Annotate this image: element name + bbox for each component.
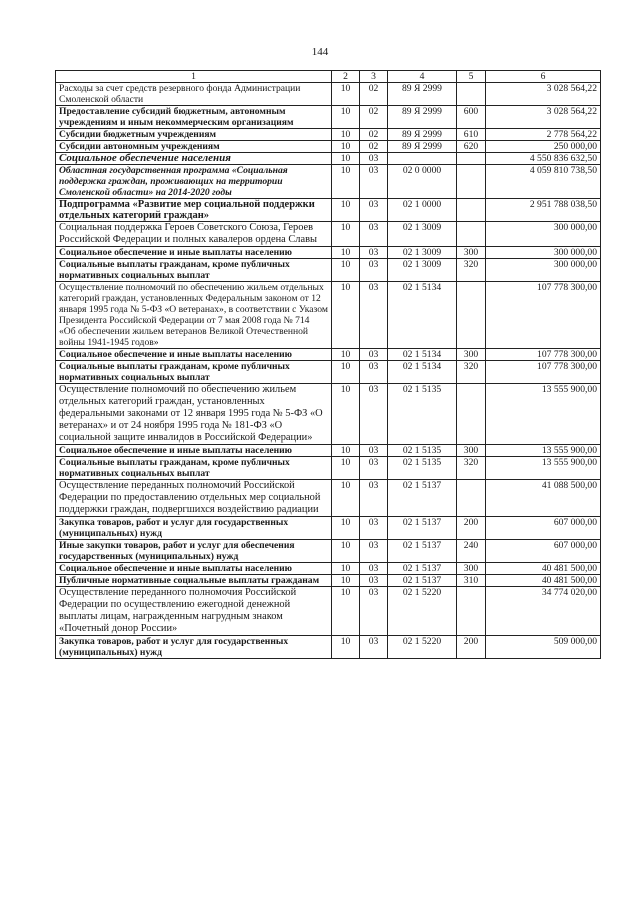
row-name-cell: Осуществление полномочий по обеспечению жильем отдельных категорий граждан, установленных федеральными законами от 12 января 1995 года № 5-ФЗ «О ветеранах» и от 24 ноября 1995 года № 181-ФЗ «О социальной защите инвалидов в Российской Федерации» [56,384,332,445]
expense-type-cell [457,480,486,517]
row-name-cell: Осуществление переданных полномочий Российской Федерации по предоставлению отдельных мер социальной поддержки граждан, подвергшихся воздействию радиации [56,480,332,517]
subsection-code-cell: 03 [360,575,388,587]
amount-cell: 13 555 900,00 [486,384,601,445]
table-row [56,563,601,575]
row-name-cell: Закупка товаров, работ и услуг для государственных (муниципальных) нужд [56,517,332,540]
amount-cell: 509 000,00 [486,636,601,659]
table-header-row [56,71,601,83]
subsection-code-cell: 03 [360,361,388,384]
row-name-cell: Социальное обеспечение и иные выплаты населению [56,563,332,575]
section-code-cell: 10 [332,563,360,575]
row-name-cell: Социальное обеспечение и иные выплаты населению [56,349,332,361]
table-row [56,153,601,165]
table-row [56,282,601,349]
expense-type-cell: 600 [457,106,486,129]
target-article-cell: 89 Я 2999 [388,141,457,153]
amount-cell: 40 481 500,00 [486,563,601,575]
row-name-cell: Подпрограмма «Развитие мер социальной поддержки отдельных категорий граждан» [56,199,332,222]
subsection-code-cell: 03 [360,445,388,457]
table-row [56,259,601,282]
expense-type-cell: 310 [457,575,486,587]
section-code-cell: 10 [332,129,360,141]
row-name-cell: Социальные выплаты гражданам, кроме публичных нормативных социальных выплат [56,457,332,480]
expense-type-cell: 240 [457,540,486,563]
amount-cell: 607 000,00 [486,517,601,540]
target-article-cell: 02 0 0000 [388,165,457,199]
target-article-cell: 02 1 3009 [388,247,457,259]
expense-type-cell [457,282,486,349]
row-name-cell: Социальная поддержка Героев Советского Союза, Героев Российской Федерации и полных кавалеров ордена Славы [56,222,332,247]
table-row [56,517,601,540]
amount-cell: 300 000,00 [486,222,601,247]
section-code-cell: 10 [332,361,360,384]
subsection-code-cell: 03 [360,349,388,361]
row-name-cell: Осуществление полномочий по обеспечению жильем отдельных категорий граждан, установленных Федеральным законом от 12 января 1995 года № 5-ФЗ «О ветеранах», в соответствии с Указом Президента Российской Федерации от 7 мая 2008 года № 714 «Об обеспечении жильем ветеранов Великой Отечественной войны 1941-1945 годов» [56,282,332,349]
expense-type-cell [457,83,486,106]
table-row [56,457,601,480]
section-code-cell: 10 [332,222,360,247]
target-article-cell: 02 1 5220 [388,587,457,636]
target-article-cell: 02 1 5134 [388,349,457,361]
target-article-cell: 02 1 3009 [388,259,457,282]
table-row [56,165,601,199]
target-article-cell: 89 Я 2999 [388,106,457,129]
target-article-cell: 02 1 5134 [388,282,457,349]
target-article-cell: 02 1 5137 [388,563,457,575]
row-name-cell: Областная государственная программа «Социальная поддержка граждан, проживающих на территории Смоленской области» на 2014-2020 годы [56,165,332,199]
target-article-cell: 02 1 5137 [388,480,457,517]
row-name-cell: Социальное обеспечение и иные выплаты населению [56,247,332,259]
subsection-code-cell: 03 [360,540,388,563]
row-name-cell: Субсидии бюджетным учреждениям [56,129,332,141]
amount-cell: 41 088 500,00 [486,480,601,517]
subsection-code-cell: 03 [360,384,388,445]
section-code-cell: 10 [332,457,360,480]
table-row [56,384,601,445]
expense-type-cell [457,153,486,165]
table-row [56,480,601,517]
expense-type-cell: 300 [457,247,486,259]
table-row [56,141,601,153]
row-name-cell: Субсидии автономным учреждениям [56,141,332,153]
row-name-cell: Социальное обеспечение и иные выплаты населению [56,445,332,457]
amount-cell: 250 000,00 [486,141,601,153]
table-row [56,129,601,141]
expense-type-cell: 320 [457,259,486,282]
section-code-cell: 10 [332,282,360,349]
expense-type-cell: 200 [457,517,486,540]
subsection-code-cell: 03 [360,259,388,282]
amount-cell: 300 000,00 [486,259,601,282]
column-header: 5 [457,71,486,83]
subsection-code-cell: 03 [360,199,388,222]
column-header: 3 [360,71,388,83]
target-article-cell: 02 1 5137 [388,540,457,563]
expense-type-cell: 620 [457,141,486,153]
expense-type-cell: 320 [457,457,486,480]
section-code-cell: 10 [332,480,360,517]
section-code-cell: 10 [332,153,360,165]
amount-cell: 13 555 900,00 [486,445,601,457]
section-code-cell: 10 [332,83,360,106]
amount-cell: 4 550 836 632,50 [486,153,601,165]
table-row [56,349,601,361]
subsection-code-cell: 03 [360,563,388,575]
expense-type-cell: 200 [457,636,486,659]
expense-type-cell: 300 [457,445,486,457]
amount-cell: 607 000,00 [486,540,601,563]
subsection-code-cell: 02 [360,129,388,141]
table-row [56,540,601,563]
expense-type-cell [457,222,486,247]
target-article-cell: 02 1 5135 [388,445,457,457]
row-name-cell: Предоставление субсидий бюджетным, автономным учреждениям и иным некоммерческим организациям [56,106,332,129]
expense-type-cell [457,587,486,636]
amount-cell: 4 059 810 738,50 [486,165,601,199]
expense-type-cell: 300 [457,563,486,575]
table-row [56,199,601,222]
subsection-code-cell: 03 [360,165,388,199]
section-code-cell: 10 [332,199,360,222]
subsection-code-cell: 02 [360,83,388,106]
subsection-code-cell: 03 [360,480,388,517]
row-name-cell: Закупка товаров, работ и услуг для государственных (муниципальных) нужд [56,636,332,659]
row-name-cell: Расходы за счет средств резервного фонда Администрации Смоленской области [56,83,332,106]
subsection-code-cell: 03 [360,517,388,540]
target-article-cell: 02 1 5137 [388,575,457,587]
target-article-cell: 89 Я 2999 [388,129,457,141]
amount-cell: 3 028 564,22 [486,106,601,129]
expense-type-cell: 300 [457,349,486,361]
table-row [56,361,601,384]
target-article-cell: 02 1 5134 [388,361,457,384]
expense-type-cell [457,165,486,199]
column-header: 2 [332,71,360,83]
section-code-cell: 10 [332,575,360,587]
section-code-cell: 10 [332,165,360,199]
column-header: 1 [56,71,332,83]
subsection-code-cell: 03 [360,222,388,247]
column-header: 6 [486,71,601,83]
table-row [56,445,601,457]
amount-cell: 107 778 300,00 [486,349,601,361]
section-code-cell: 10 [332,445,360,457]
row-name-cell: Осуществление переданного полномочия Российской Федерации по осуществлению ежегодной денежной выплаты лицам, награжденным нагрудным знаком «Почетный донор России» [56,587,332,636]
table-row [56,575,601,587]
table-row [56,106,601,129]
target-article-cell: 02 1 3009 [388,222,457,247]
table-row [56,83,601,106]
expense-type-cell: 610 [457,129,486,141]
table-row [56,587,601,636]
amount-cell: 3 028 564,22 [486,83,601,106]
section-code-cell: 10 [332,106,360,129]
target-article-cell: 02 1 5135 [388,457,457,480]
amount-cell: 300 000,00 [486,247,601,259]
row-name-cell: Социальное обеспечение населения [56,153,332,165]
amount-cell: 13 555 900,00 [486,457,601,480]
target-article-cell: 89 Я 2999 [388,83,457,106]
expense-type-cell [457,384,486,445]
section-code-cell: 10 [332,259,360,282]
section-code-cell: 10 [332,349,360,361]
target-article-cell: 02 1 5220 [388,636,457,659]
section-code-cell: 10 [332,587,360,636]
table-row [56,636,601,659]
amount-cell: 2 778 564,22 [486,129,601,141]
target-article-cell: 02 1 5135 [388,384,457,445]
amount-cell: 40 481 500,00 [486,575,601,587]
subsection-code-cell: 03 [360,587,388,636]
table-row [56,222,601,247]
target-article-cell: 02 1 0000 [388,199,457,222]
subsection-code-cell: 03 [360,457,388,480]
subsection-code-cell: 02 [360,141,388,153]
subsection-code-cell: 03 [360,282,388,349]
column-header: 4 [388,71,457,83]
amount-cell: 2 951 788 038,50 [486,199,601,222]
amount-cell: 107 778 300,00 [486,361,601,384]
section-code-cell: 10 [332,384,360,445]
expense-type-cell: 320 [457,361,486,384]
subsection-code-cell: 02 [360,106,388,129]
expense-type-cell [457,199,486,222]
section-code-cell: 10 [332,540,360,563]
amount-cell: 34 774 020,00 [486,587,601,636]
page-number: 144 [311,46,329,58]
subsection-code-cell: 03 [360,247,388,259]
target-article-cell [388,153,457,165]
row-name-cell: Социальные выплаты гражданам, кроме публичных нормативных социальных выплат [56,361,332,384]
subsection-code-cell: 03 [360,636,388,659]
row-name-cell: Публичные нормативные социальные выплаты гражданам [56,575,332,587]
budget-table [55,70,601,659]
section-code-cell: 10 [332,141,360,153]
target-article-cell: 02 1 5137 [388,517,457,540]
section-code-cell: 10 [332,636,360,659]
row-name-cell: Иные закупки товаров, работ и услуг для обеспечения государственных (муниципальных) нужд [56,540,332,563]
amount-cell: 107 778 300,00 [486,282,601,349]
subsection-code-cell: 03 [360,153,388,165]
row-name-cell: Социальные выплаты гражданам, кроме публичных нормативных социальных выплат [56,259,332,282]
table-row [56,247,601,259]
section-code-cell: 10 [332,517,360,540]
section-code-cell: 10 [332,247,360,259]
